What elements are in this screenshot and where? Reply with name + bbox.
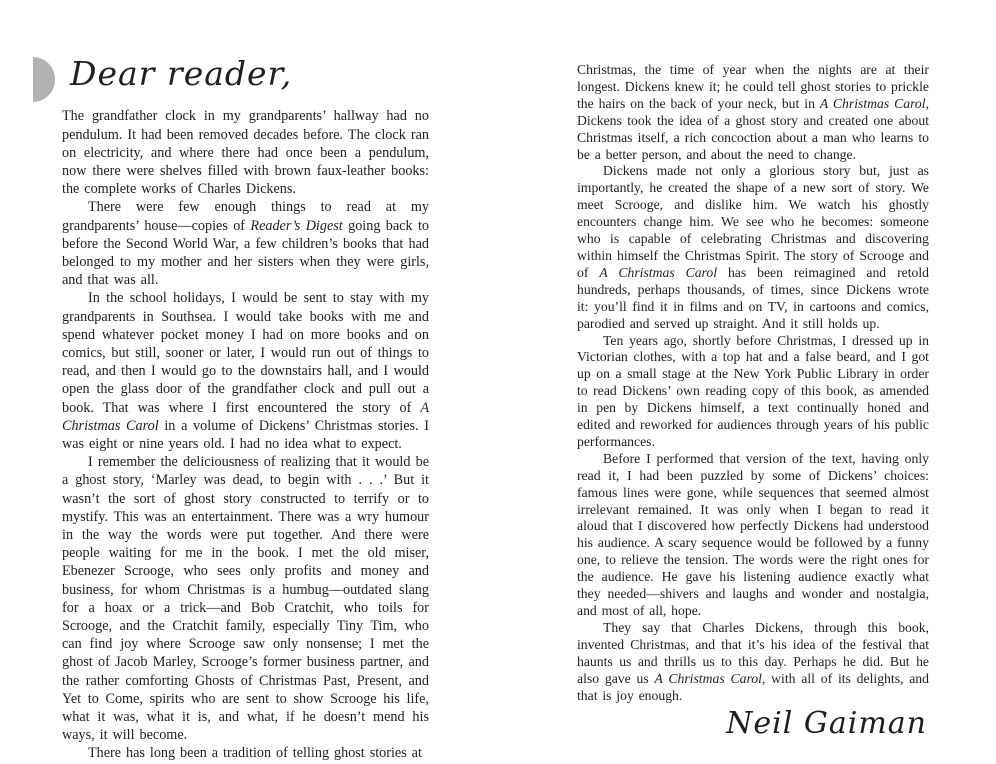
author-signature: Neil Gaiman [726,706,927,742]
paragraph: I remember the deliciousness of realizing that it would be a ghost story, ‘Marley was dead, to begin with . . .’ But it wasn’t the sort of ghost story constructed to terrify or to mystify. This was an entertainment. There was a wry humour in the way the words were put together. And there were people waiting for me in the book. I met the old miser, Ebenezer Scrooge, who sees only profits and money and business, for whom Christmas is a humbug—outdated slang for a hoax or a trick—and Bob Cratchit, who toils for Scrooge, and the Cratchit family, especially Tiny Tim, who can find joy where Scrooge saw only nonsense; I met the ghost of Jacob Marley, Scrooge’s former business partner, and the rather comforting Ghosts of Christmas Past, Present, and Yet to Come, spirits who are sent to show Scrooge his life, what it was, what it is, and what, if he doesn’t mend his ways, it will become. [62,454,429,744]
paragraph: The grandfather clock in my grandparents’ hallway had no pendulum. It had been removed decades before. The clock ran on electricity, and where there had once been a pendulum, now there were shelves filled with brown faux-leather books: the complete works of Charles Dickens. [62,108,429,198]
paragraph: There were few enough things to read at my grandparents’ house—copies of Reader’s Digest going back to before the Second World War, a few children’s books that had belonged to my mother and her sisters when they were girls, and that was all. [62,199,429,289]
paragraph: Christmas, the time of year when the nights are at their longest. Dickens knew it; he could tell ghost stories to prickle the hairs on the back of your neck, but in A Christmas Carol, Dickens took the idea of a ghost story and created one about Christmas itself, a rich concoction about a man who learns to be a better person, and about the need to change. [577,62,929,162]
paragraph: Ten years ago, shortly before Christmas, I dressed up in Victorian clothes, with a top hat and a false beard, and I got up on a small stage at the New York Public Library in order to read Dickens’ own reading copy of this book, as amended in pen by Dickens himself, a text continually honed and edited and reworked for audiences through years of his public performances. [577,332,929,449]
paragraph: They say that Charles Dickens, through this book, invented Christmas, and that it’s his idea of the festival that haunts us and thrills us to this day. Perhaps he did. But he also gave us A Christmas Carol, with all of its delights, and that is joy enough. [577,619,929,703]
paragraph: In the school holidays, I would be sent to stay with my grandparents in Southsea. I would take books with me and spend whatever pocket money I had on more books and on comics, but still, sooner or later, I would run out of things to read, and then I would go to the downstairs hall, and I would open the glass door of the grandfather clock and pull out a book. That was where I first encountered the story of A Christmas Carol in a volume of Dickens’ Christmas stories. I was eight or nine years old. I had no idea what to expect. [62,290,429,452]
paragraph: Before I performed that version of the text, having only read it, I had been puzzled by some of Dickens’ choices: famous lines were gone, while sequences that seemed almost irrelevant remained. It was only when I began to read it aloud that I discovered how perfectly Dickens had understood his audience. A scary sequence would be followed by a funny one, to relieve the tension. The words were the right ones for the audience. He gave his listening audience exactly what they needed—shivers and laughs and wonder and nostalgia, and most of all, hope. [577,450,929,618]
half-circle-ornament [33,57,55,102]
paragraph: There has long been a tradition of telling ghost stories at [88,745,422,762]
paragraph: Dickens made not only a glorious story but, just as importantly, he created the shape of a new sort of story. We meet Scrooge, and dislike him. We watch his ghostly encounters change him. We see who he becomes: someone who is capable of celebrating Christmas and discovering within himself the Christmas Spirit. The story of Scrooge and of A Christmas Carol has been reimagined and retold hundreds, perhaps thousands, of times, since Dickens wrote it: you’ll find it in films and on TV, in cartoons and comics, parodied and served up straight. And it still holds up. [577,163,929,331]
page-right [577,62,929,742]
page-left [62,56,429,763]
salutation-heading: Dear reader, [70,54,293,93]
